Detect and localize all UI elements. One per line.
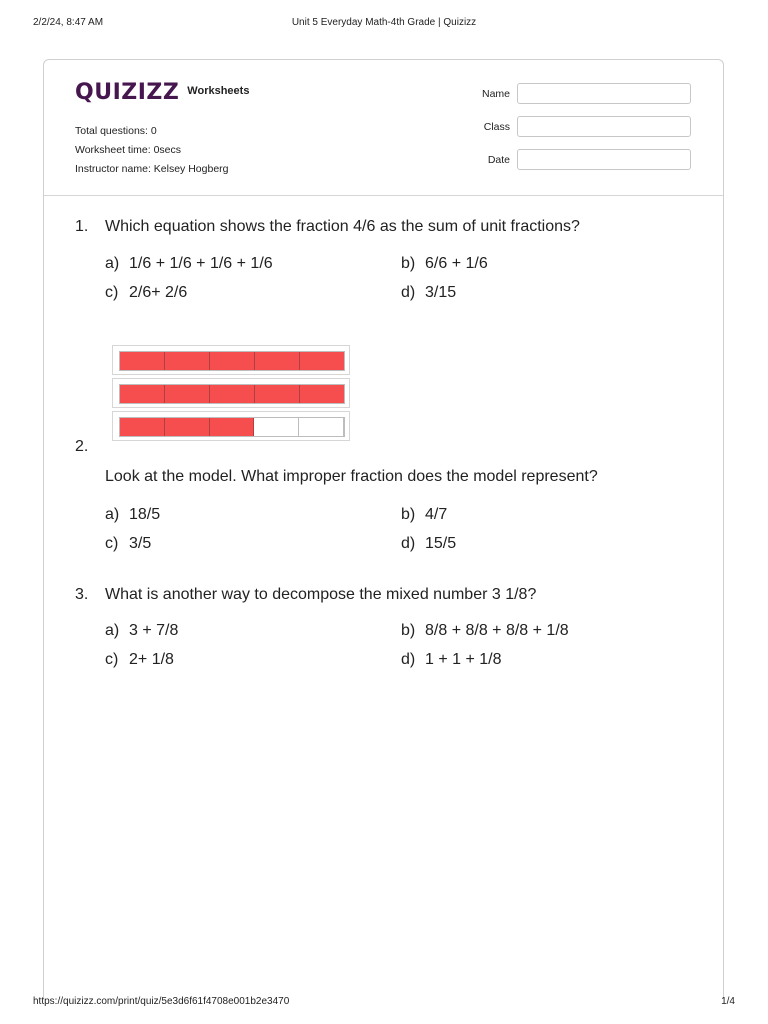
option-letter: d) — [401, 651, 416, 668]
filled-segment — [120, 385, 165, 403]
class-label: Class — [483, 121, 510, 133]
date-label: Date — [487, 154, 510, 166]
option-d — [401, 651, 502, 669]
option-letter: b) — [401, 255, 416, 272]
question-number: 2. — [75, 438, 89, 455]
total-questions: Total questions: 0 — [75, 125, 157, 137]
worksheet-header — [44, 60, 723, 196]
filled-segment — [210, 418, 255, 436]
option-letter: a) — [105, 255, 120, 272]
option-c — [105, 535, 151, 553]
date-field[interactable] — [517, 149, 691, 170]
fraction-bar-1 — [112, 345, 350, 375]
option-b — [401, 622, 569, 640]
date-field-row — [444, 149, 694, 171]
option-d — [401, 535, 456, 553]
name-field[interactable] — [517, 83, 691, 104]
option-text: 2/6+ 2/6 — [129, 284, 188, 301]
print-footer — [33, 996, 735, 1010]
option-letter: c) — [105, 284, 119, 301]
empty-segment — [299, 418, 344, 436]
worksheet-time: Worksheet time: 0secs — [75, 144, 182, 156]
option-c — [105, 651, 174, 669]
worksheet-meta — [75, 122, 229, 179]
filled-segment — [210, 352, 255, 370]
option-a — [105, 622, 178, 640]
question-text: Look at the model. What improper fraction does the model represent? — [105, 468, 598, 485]
option-c — [105, 284, 187, 302]
filled-segment — [300, 385, 344, 403]
option-text: 15/5 — [425, 535, 457, 552]
option-letter: c) — [105, 651, 119, 668]
name-field-row — [444, 83, 694, 105]
question-text: Which equation shows the fraction 4/6 as the sum of unit fractions? — [105, 218, 580, 235]
filled-segment — [165, 385, 210, 403]
filled-segment — [255, 352, 300, 370]
print-url[interactable]: https://quizizz.com/print/quiz/5e3d6f61f4708e001b2e3470 — [33, 996, 290, 1007]
option-letter: b) — [401, 506, 416, 523]
option-a — [105, 506, 160, 524]
option-letter: a) — [105, 506, 120, 523]
option-a — [105, 255, 273, 273]
question-number: 3. — [75, 586, 89, 603]
name-label: Name — [481, 88, 510, 100]
option-text: 2+ 1/8 — [129, 651, 174, 668]
print-title: Unit 5 Everyday Math-4th Grade | Quizizz — [291, 17, 477, 28]
question-text: What is another way to decompose the mixed number 3 1/8? — [105, 586, 537, 603]
print-datetime: 2/2/24, 8:47 AM — [33, 17, 104, 28]
option-text: 3/5 — [129, 535, 152, 552]
filled-segment — [255, 385, 300, 403]
option-text: 4/7 — [425, 506, 448, 523]
option-letter: a) — [105, 622, 120, 639]
option-letter: b) — [401, 622, 416, 639]
filled-segment — [300, 352, 344, 370]
filled-segment — [210, 385, 255, 403]
option-text: 3/15 — [425, 284, 457, 301]
filled-segment — [120, 418, 165, 436]
option-text: 3 + 7/8 — [129, 622, 179, 639]
fraction-model — [112, 345, 350, 444]
option-d — [401, 284, 456, 302]
option-b — [401, 506, 447, 524]
option-text: 18/5 — [129, 506, 161, 523]
worksheet — [43, 59, 724, 999]
class-field-row — [444, 116, 694, 138]
empty-segment — [254, 418, 299, 436]
option-letter: c) — [105, 535, 119, 552]
filled-segment — [165, 418, 210, 436]
fraction-bar-3 — [112, 411, 350, 441]
class-field[interactable] — [517, 116, 691, 137]
option-text: 1 + 1 + 1/8 — [425, 651, 502, 668]
option-b — [401, 255, 488, 273]
brand — [75, 80, 249, 106]
instructor-name: Instructor name: Kelsey Hogberg — [75, 163, 229, 175]
option-letter: d) — [401, 535, 416, 552]
print-header — [33, 17, 735, 31]
option-letter: d) — [401, 284, 416, 301]
question-number: 1. — [75, 218, 89, 235]
page-number: 1/4 — [721, 996, 735, 1007]
quizizz-logo: QUIZIZZ — [75, 80, 180, 105]
filled-segment — [120, 352, 165, 370]
option-text: 6/6 + 1/6 — [425, 255, 488, 272]
worksheets-label: Worksheets — [187, 85, 250, 97]
fraction-bar-2 — [112, 378, 350, 408]
option-text: 8/8 + 8/8 + 8/8 + 1/8 — [425, 622, 569, 639]
filled-segment — [165, 352, 210, 370]
option-text: 1/6 + 1/6 + 1/6 + 1/6 — [129, 255, 273, 272]
